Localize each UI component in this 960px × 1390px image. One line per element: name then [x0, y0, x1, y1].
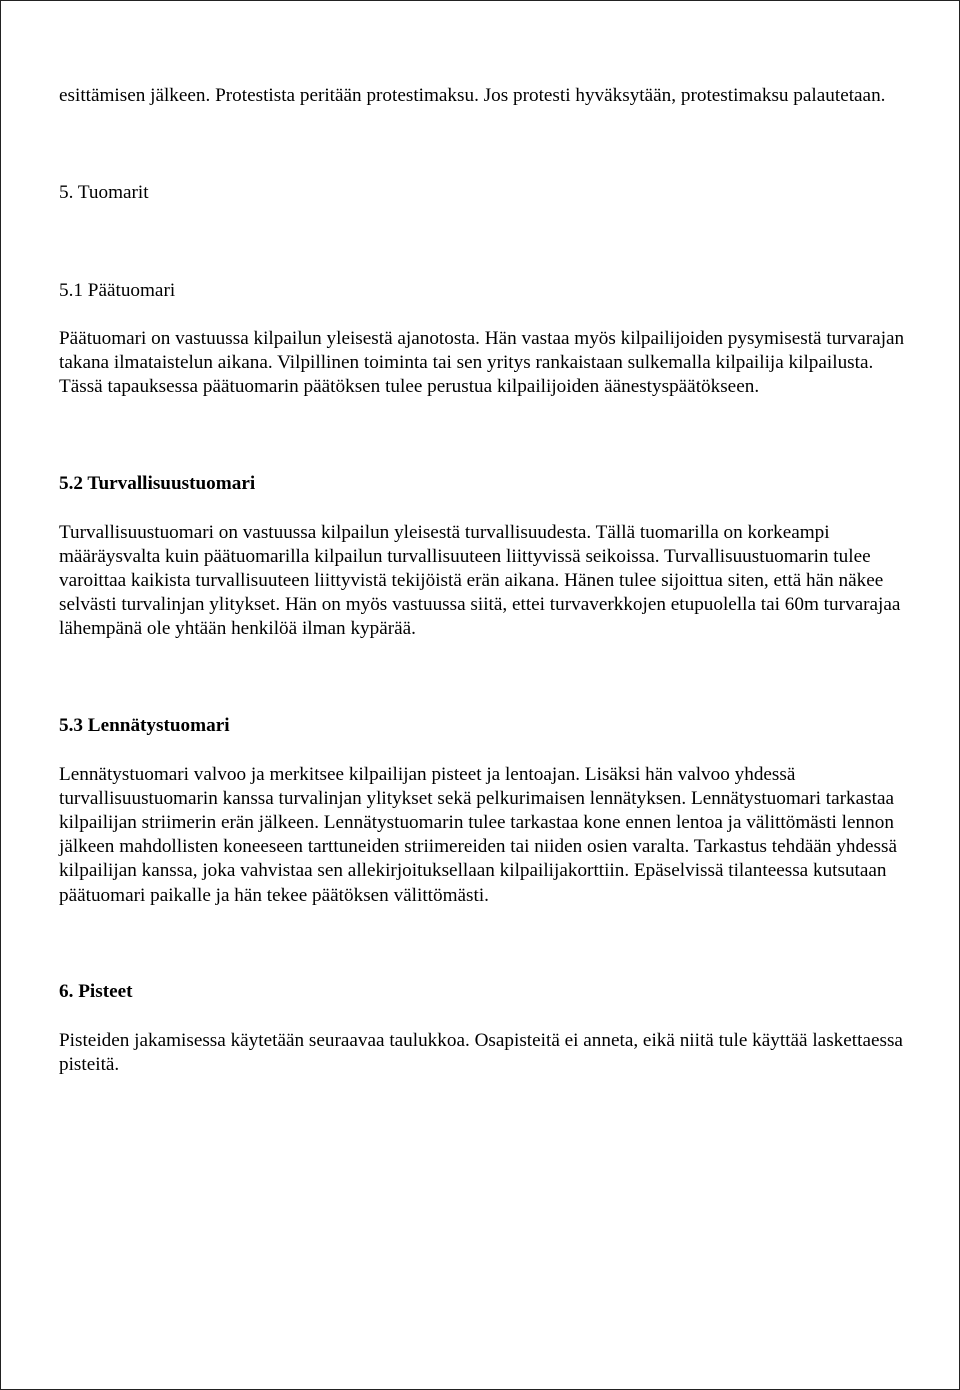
section-6-body: Pisteiden jakamisessa käytetään seuraavaa taulukkoa. Osapisteitä ei anneta, eikä niitä tule käyttää laskettaessa pisteitä. [59, 1029, 903, 1075]
section-5-1-heading: 5.1 Päätuomari [59, 279, 176, 301]
continuation-paragraph: esittämisen jälkeen. Protestista peritään protestimaksu. Jos protesti hyväksytään, protestimaksu palautetaan. [59, 85, 886, 106]
document-content [59, 84, 909, 1077]
section-5-heading: 5. Tuomarit [59, 181, 149, 203]
section-5-2-body: Turvallisuustuomari on vastuussa kilpailun yleisestä turvallisuudesta. Tällä tuomarilla on korkeampi määräysvalta kuin päätuomarilla kilpailun turvallisuuteen liittyvissä seikoissa. Turvallisuustuomarin tulee varoittaa kaikista turvallisuuteen liittyvistä tekijöistä erän aikana. Hänen tulee sijoittua siten, että hän näkee selvästi turvalinjan ylitykset. Hän on myös vastuussa siitä, ettei turvaverkkojen etupuolella tai 60m turvarajaa lähempänä ole yhtään henkilöä ilman kypärää. [59, 521, 901, 640]
section-5-3-body: Lennätystuomari valvoo ja merkitsee kilpailijan pisteet ja lentoajan. Lisäksi hän valvoo yhdessä turvallisuustuomarin kanssa turvalinjan ylitykset sekä pelkurimaisen lennätyksen. Lennätystuomari tarkastaa kilpailijan striimerin erän jälkeen. Lennätystuomarin tulee tarkastaa kone ennen lentoa ja välittömästi lennon jälkeen mahdollisten koneeseen tarttuneiden striimereiden tai niiden osien varalta. Tarkastus tehdään yhdessä kilpailijan kanssa, joka vahvistaa sen allekirjoituksellaan kilpailijakorttiin. Epäselvissä tilanteessa kutsutaan päätuomari paikalle ja hän tekee päätöksen välittömästi. [59, 763, 898, 906]
section-5-3-heading: 5.3 Lennätystuomari [59, 715, 230, 737]
section-6-heading: 6. Pisteet [59, 981, 133, 1003]
section-5-1-body: Päätuomari on vastuussa kilpailun yleisestä ajanotosta. Hän vastaa myös kilpailijoiden pysymisestä turvarajan takana ilmataistelun aikana. Vilpillinen toiminta tai sen yritys rankaistaan sulkemalla kilpailija kilpailusta. Tässä tapauksessa päätuomarin päätöksen tulee perustua kilpailijoiden äänestyspäätökseen. [59, 327, 905, 398]
section-5-2-heading: 5.2 Turvallisuustuomari [59, 473, 256, 495]
